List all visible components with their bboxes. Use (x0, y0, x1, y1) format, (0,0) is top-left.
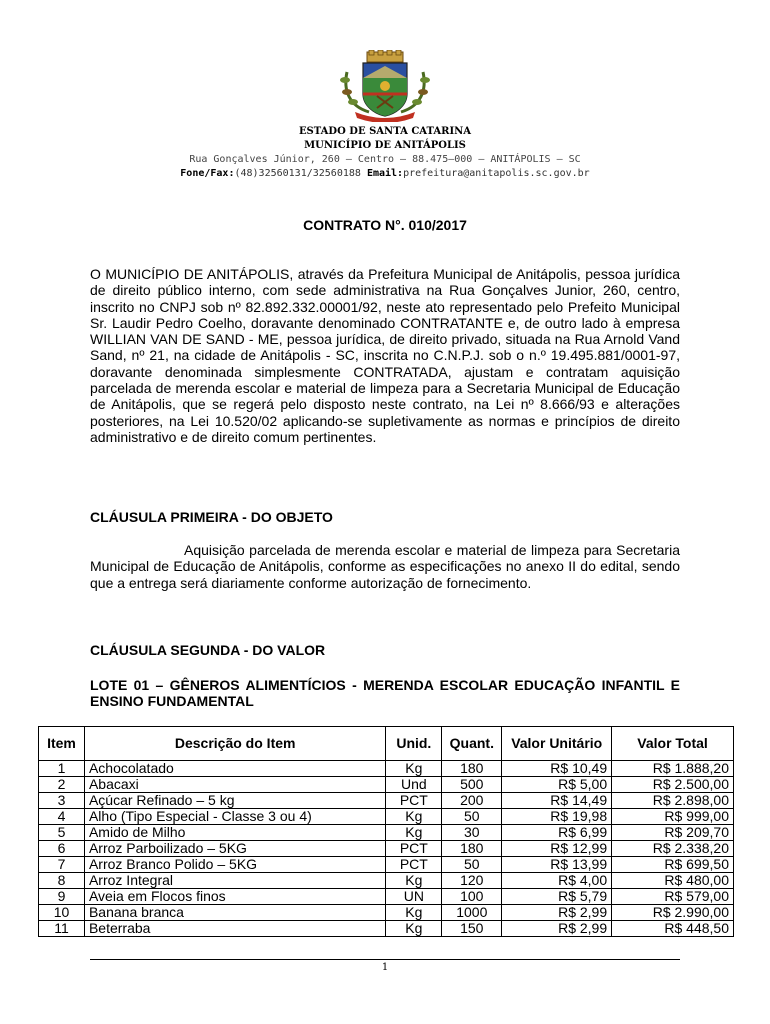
header-address: Rua Gonçalves Júnior, 260 – Centro – 88.475–000 – ANITÁPOLIS – SC (189, 154, 581, 165)
cell-unit: Kg (386, 761, 442, 777)
email-address[interactable]: prefeitura@anitapolis.sc.gov.br (403, 168, 590, 179)
cell-total-value: R$ 1.888,20 (612, 761, 734, 777)
cell-description: Arroz Parboilizado – 5KG (84, 841, 385, 857)
table-row (39, 825, 734, 841)
cell-quantity: 50 (442, 809, 502, 825)
page-number: 1 (381, 962, 389, 973)
cell-item: 7 (39, 857, 85, 873)
col-header-description: Descrição do Item (84, 727, 385, 761)
table-row (39, 921, 734, 937)
cell-unit: Kg (386, 825, 442, 841)
col-header-unit: Unid. (386, 727, 442, 761)
items-table (38, 726, 734, 937)
cell-unit: Kg (386, 921, 442, 937)
table-row (39, 793, 734, 809)
cell-description: Aveia em Flocos finos (84, 889, 385, 905)
cell-quantity: 180 (442, 841, 502, 857)
cell-unit: Und (386, 777, 442, 793)
cell-quantity: 200 (442, 793, 502, 809)
cell-unit-value: R$ 12,99 (502, 841, 612, 857)
cell-total-value: R$ 2.990,00 (612, 905, 734, 921)
cell-total-value: R$ 2.338,20 (612, 841, 734, 857)
intro-paragraph: O MUNICÍPIO DE ANITÁPOLIS, através da Prefeitura Municipal de Anitápolis, pessoa jurídica de direito público interno, com sede administrativa na Rua Gonçalves Junior, 260, centro, inscrito no CNPJ sob nº 82.892.332.00001/92, neste ato representado pelo Prefeito Municipal Sr. Laudir Pedro Coelho, doravante denominado CONTRATANTE e, de outro lado à empresa WILLIAN VAN DE SAND - ME, pessoa jurídica, de direito privado, situada na Rua Arnold Vand Sand, nº 21, na cidade de Anitápolis - SC, inscrita no C.N.P.J. sob o n.º 19.495.881/0001-97, doravante denominada simplesmente CONTRATADA, ajustam e contratam aquisição parcelada de merenda escolar e material de limpeza para a Secretaria Municipal de Educação de Anitápolis, que se regerá pelo disposto neste contrato, na Lei nº 8.666/93 e alterações posteriores, na Lei 10.520/02 aplicando-se supletivamente as normas e princípios de direito administrativo e de direito comum pertinentes. (90, 266, 680, 445)
header-contact (0, 167, 770, 180)
cell-unit-value: R$ 19,98 (502, 809, 612, 825)
cell-description: Arroz Branco Polido – 5KG (84, 857, 385, 873)
phone-label: Fone/Fax: (180, 168, 235, 179)
cell-total-value: R$ 209,70 (612, 825, 734, 841)
cell-total-value: R$ 448,50 (612, 921, 734, 937)
cell-item: 1 (39, 761, 85, 777)
table-row (39, 857, 734, 873)
cell-description: Achocolatado (84, 761, 385, 777)
cell-unit-value: R$ 4,00 (502, 873, 612, 889)
email-label: Email: (366, 168, 404, 179)
cell-total-value: R$ 999,00 (612, 809, 734, 825)
table-row (39, 873, 734, 889)
cell-quantity: 120 (442, 873, 502, 889)
cell-unit-value: R$ 5,79 (502, 889, 612, 905)
cell-unit-value: R$ 5,00 (502, 777, 612, 793)
cell-item: 4 (39, 809, 85, 825)
cell-unit: PCT (386, 793, 442, 809)
cell-unit-value: R$ 14,49 (502, 793, 612, 809)
cell-quantity: 180 (442, 761, 502, 777)
col-header-quantity: Quant. (442, 727, 502, 761)
cell-quantity: 50 (442, 857, 502, 873)
cell-unit: PCT (386, 857, 442, 873)
cell-description: Banana branca (84, 905, 385, 921)
cell-total-value: R$ 579,00 (612, 889, 734, 905)
cell-item: 2 (39, 777, 85, 793)
cell-unit-value: R$ 2,99 (502, 921, 612, 937)
cell-description: Arroz Integral (84, 873, 385, 889)
cell-item: 8 (39, 873, 85, 889)
cell-unit-value: R$ 2,99 (502, 905, 612, 921)
cell-description: Abacaxi (84, 777, 385, 793)
cell-unit: UN (386, 889, 442, 905)
phone-number: (48)32560131/32560188 (234, 168, 361, 179)
cell-total-value: R$ 699,50 (612, 857, 734, 873)
cell-description: Alho (Tipo Especial - Classe 3 ou 4) (84, 809, 385, 825)
clause1-text: Aquisição parcelada de merenda escolar e material de limpeza para Secretaria Municipal de Educação de Anitápolis, conforme as especificações no anexo II do edital, sendo que a entrega será diariamente conforme autorização de fornecimento. (90, 542, 680, 591)
cell-quantity: 150 (442, 921, 502, 937)
col-header-item: Item (39, 727, 85, 761)
cell-quantity: 30 (442, 825, 502, 841)
table-row (39, 905, 734, 921)
lot-title: LOTE 01 – GÊNEROS ALIMENTÍCIOS - MERENDA ESCOLAR EDUCAÇÃO INFANTIL E ENSINO FUNDAMENTAL (90, 677, 680, 710)
cell-item: 9 (39, 889, 85, 905)
clause1-title: CLÁUSULA PRIMEIRA - DO OBJETO (90, 509, 333, 525)
cell-item: 11 (39, 921, 85, 937)
table-row (39, 889, 734, 905)
footer-divider (90, 959, 680, 960)
cell-description: Açúcar Refinado – 5 kg (84, 793, 385, 809)
cell-total-value: R$ 2.898,00 (612, 793, 734, 809)
cell-unit: PCT (386, 841, 442, 857)
cell-quantity: 1000 (442, 905, 502, 921)
cell-item: 6 (39, 841, 85, 857)
cell-item: 10 (39, 905, 85, 921)
header-municipality: MUNICÍPIO DE ANITÁPOLIS (304, 140, 466, 151)
cell-unit-value: R$ 13,99 (502, 857, 612, 873)
cell-description: Amido de Milho (84, 825, 385, 841)
clause2-title: CLÁUSULA SEGUNDA - DO VALOR (90, 642, 326, 658)
coat-of-arms-icon (329, 50, 441, 122)
cell-unit: Kg (386, 809, 442, 825)
table-row (39, 761, 734, 777)
cell-quantity: 500 (442, 777, 502, 793)
cell-unit: Kg (386, 905, 442, 921)
col-header-total-value: Valor Total (612, 727, 734, 761)
col-header-unit-value: Valor Unitário (502, 727, 612, 761)
cell-quantity: 100 (442, 889, 502, 905)
header-state: ESTADO DE SANTA CATARINA (298, 126, 472, 137)
table-header-row (39, 727, 734, 761)
cell-unit: Kg (386, 873, 442, 889)
cell-unit-value: R$ 6,99 (502, 825, 612, 841)
cell-item: 5 (39, 825, 85, 841)
cell-description: Beterraba (84, 921, 385, 937)
cell-unit-value: R$ 10,49 (502, 761, 612, 777)
table-row (39, 777, 734, 793)
table-row (39, 841, 734, 857)
table-row (39, 809, 734, 825)
table-body (39, 761, 734, 937)
cell-total-value: R$ 480,00 (612, 873, 734, 889)
contract-title: CONTRATO N°. 010/2017 (303, 217, 467, 233)
cell-item: 3 (39, 793, 85, 809)
cell-total-value: R$ 2.500,00 (612, 777, 734, 793)
